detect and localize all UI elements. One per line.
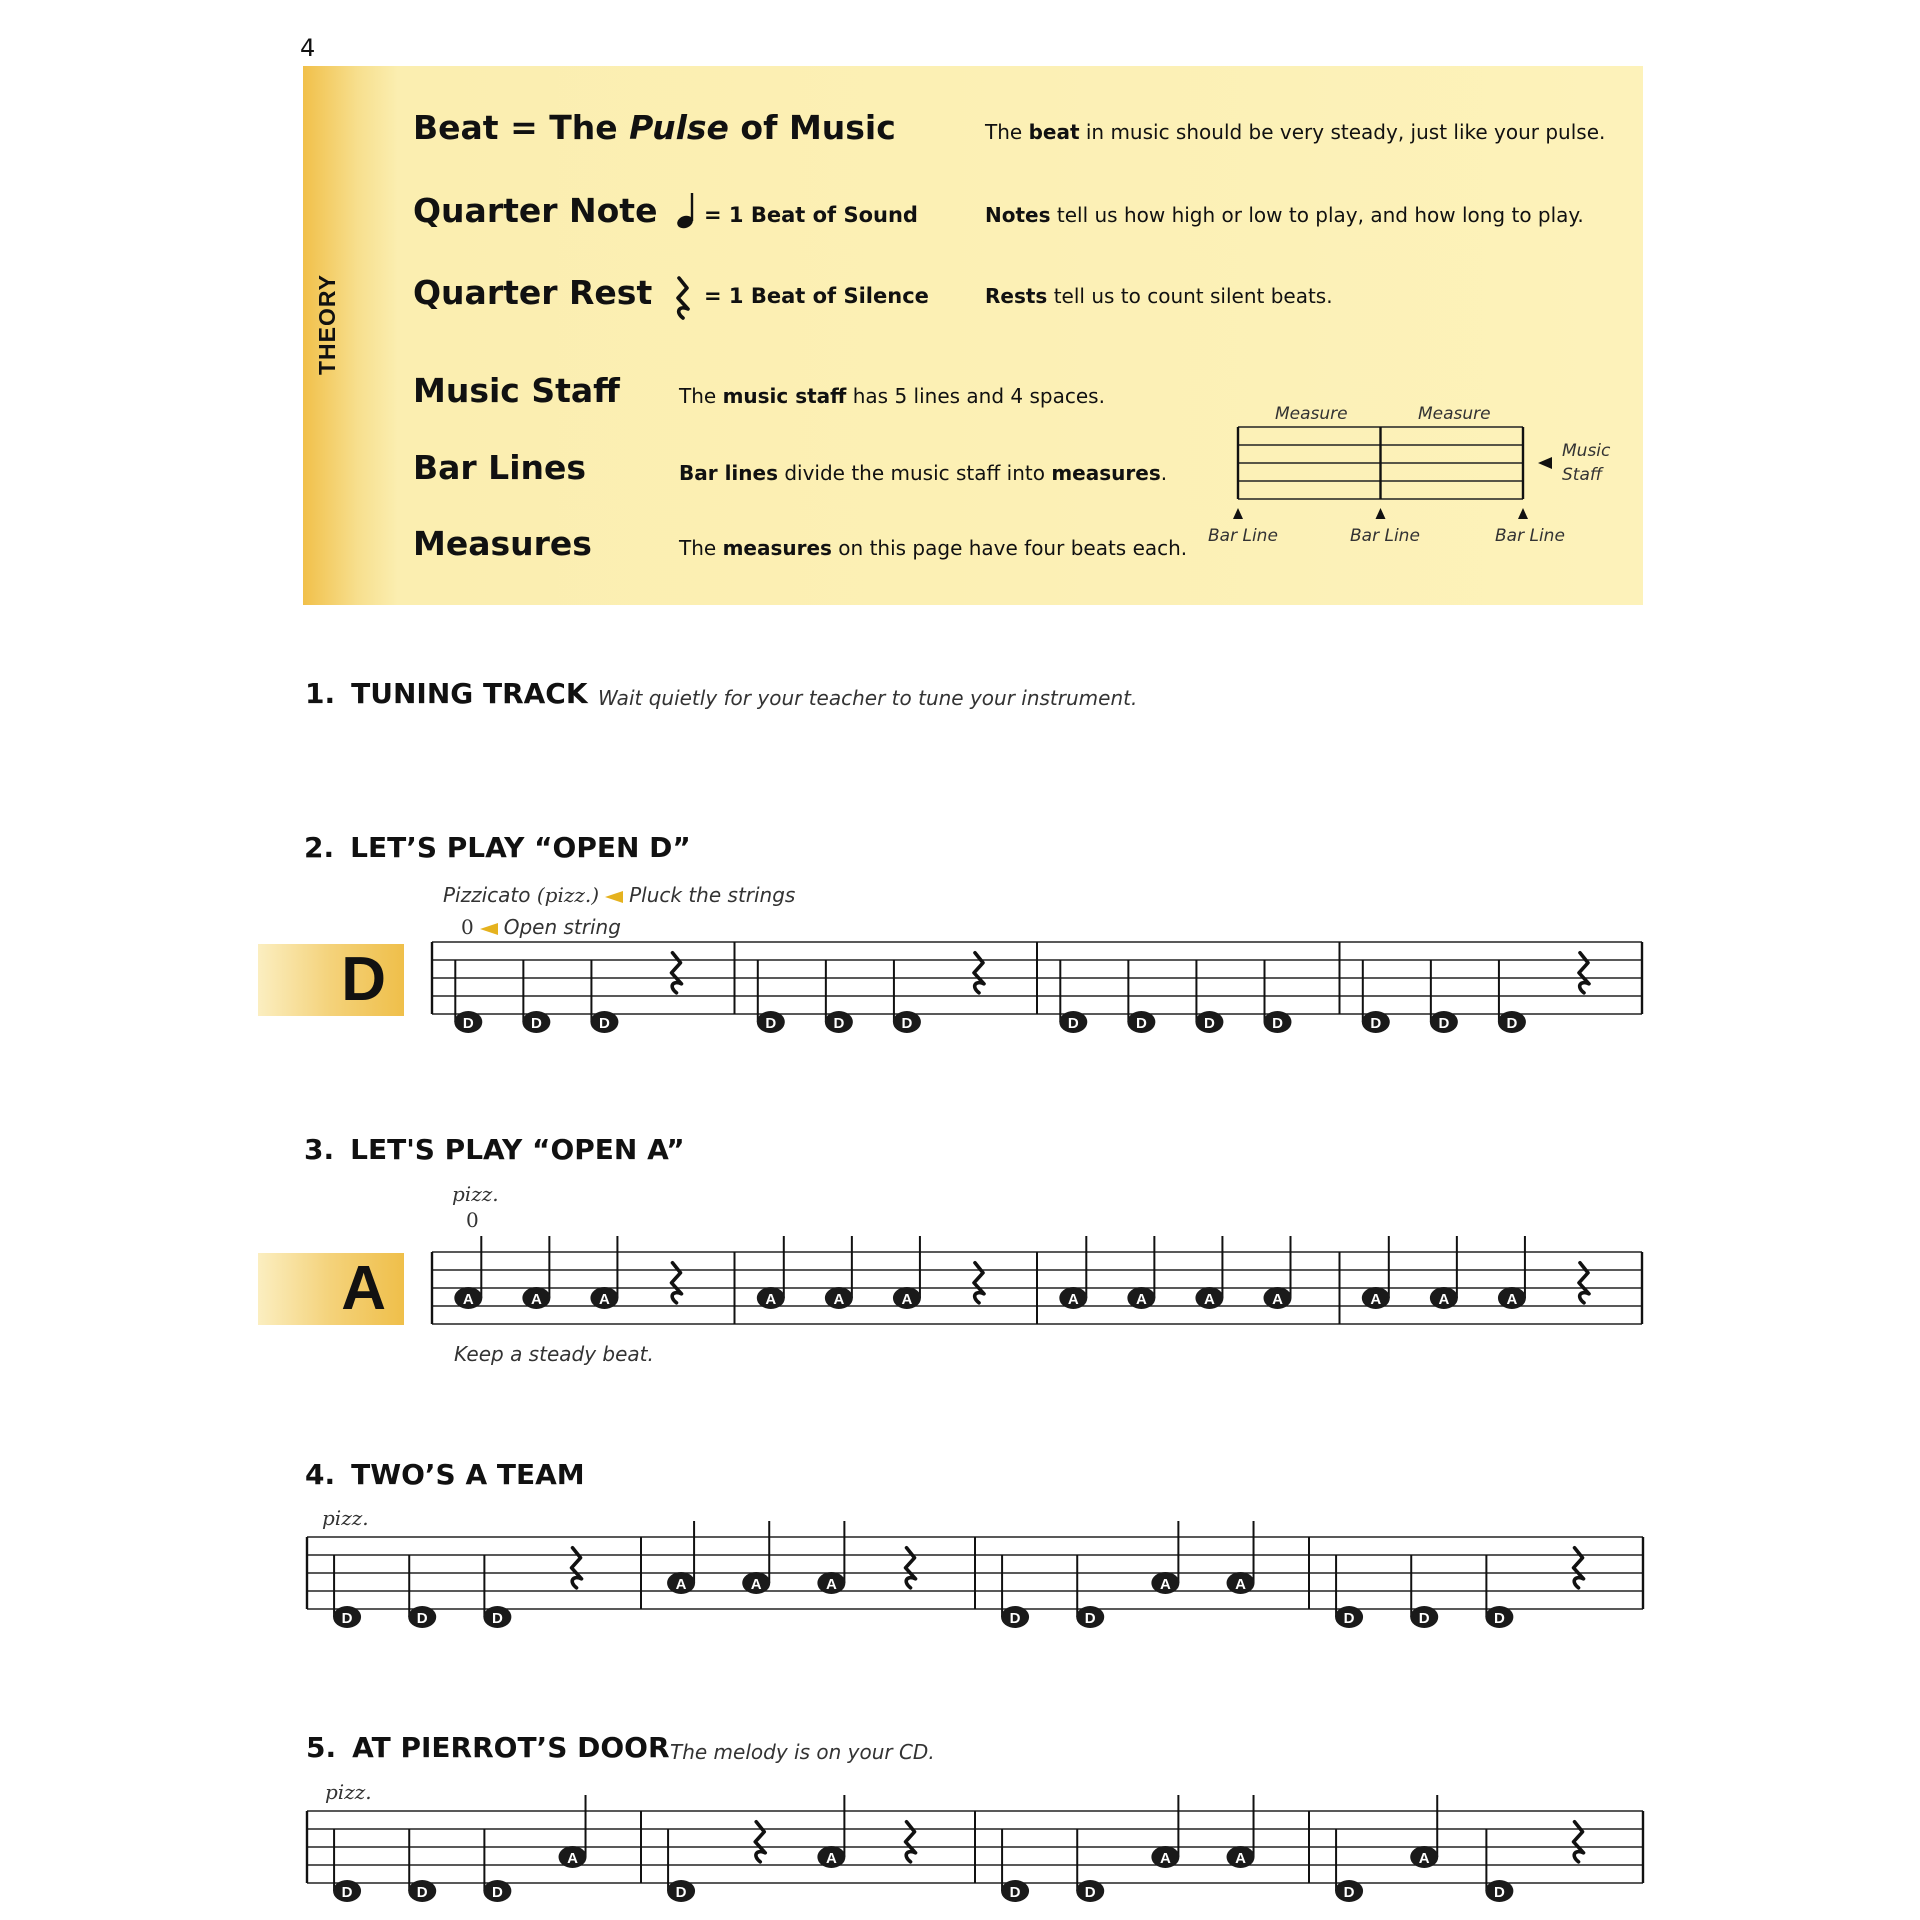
rest-stroke <box>974 1263 984 1303</box>
note-letter: D <box>1135 1015 1147 1032</box>
rest-stroke <box>1574 1822 1584 1862</box>
quarter-rest <box>974 953 984 993</box>
note-a <box>1227 1795 1255 1868</box>
note-letter: A <box>530 1291 542 1308</box>
note-letter: A <box>833 1291 845 1308</box>
note-letter: A <box>1272 1291 1283 1308</box>
note-letter: A <box>567 1850 578 1867</box>
exercise-title-text: TUNING TRACK <box>351 677 588 710</box>
beat-term-em: Pulse <box>629 108 729 147</box>
quarter-rest <box>1579 953 1589 993</box>
note-letter: A <box>901 1291 913 1308</box>
beat-desc-pre: The <box>985 120 1029 144</box>
diagram-bar-line-label: Bar Line <box>1495 526 1565 546</box>
measures-desc-pre: The <box>679 536 723 560</box>
diagram-measure-label: Measure <box>1418 404 1491 424</box>
note-a <box>757 1236 785 1309</box>
quarter-rest <box>572 1548 582 1588</box>
note-a <box>1430 1236 1458 1309</box>
note-letter: D <box>1204 1015 1215 1032</box>
note-letter: A <box>1506 1291 1518 1308</box>
exercise-number: 4. <box>305 1458 336 1491</box>
rest-stroke <box>755 1822 765 1862</box>
note-a <box>825 1236 853 1309</box>
rest-stroke <box>671 1263 681 1303</box>
pizz-marking: pizz. <box>325 1780 372 1804</box>
note-a <box>1227 1521 1255 1594</box>
diagram-music-label: Music <box>1562 441 1611 461</box>
string-letter: D <box>341 945 386 1014</box>
beat-desc-post: in music should be very steady, just like your pulse. <box>1079 120 1606 144</box>
note-letter: D <box>530 1015 542 1032</box>
note-a <box>817 1795 845 1868</box>
exercise-title-text: TWO’S A TEAM <box>351 1458 585 1491</box>
rest-stroke <box>906 1822 916 1862</box>
rest-stroke <box>1574 1548 1584 1588</box>
theory-label: THEORY <box>314 274 340 375</box>
note-letter: D <box>1438 1015 1450 1032</box>
bar-lines-desc-bold: Bar lines <box>679 461 778 485</box>
note-a <box>1151 1795 1179 1868</box>
note-letter: D <box>833 1015 845 1032</box>
quarter-rest-desc-bold: Rests <box>985 284 1048 308</box>
note-letter: A <box>1159 1576 1171 1593</box>
quarter-rest-eq: = 1 Beat of Silence <box>704 284 929 308</box>
note-letter: D <box>341 1884 353 1901</box>
note-letter: A <box>1135 1291 1147 1308</box>
diagram-bar-line-label: Bar Line <box>1350 526 1420 546</box>
quarter-note-desc-post: tell us how high or low to play, and how long to play. <box>1050 203 1584 227</box>
note-a <box>1151 1521 1179 1594</box>
exercise-1-subtitle: Wait quietly for your teacher to tune your instrument. <box>598 686 1138 710</box>
note-a <box>893 1236 921 1309</box>
note-letter: A <box>1370 1291 1382 1308</box>
note-a <box>1498 1236 1526 1309</box>
bar-lines-desc-bold2: measures <box>1051 461 1161 485</box>
note-letter: D <box>1343 1884 1355 1901</box>
note-a <box>742 1521 770 1594</box>
note-letter: D <box>1370 1015 1382 1032</box>
exercise-3-footer: Keep a steady beat. <box>454 1342 654 1366</box>
note-letter: A <box>750 1576 762 1593</box>
rest-stroke <box>1579 953 1589 993</box>
note-letter: A <box>765 1291 777 1308</box>
note-letter: D <box>341 1610 353 1627</box>
quarter-rest <box>671 953 681 993</box>
note-letter: D <box>599 1015 610 1032</box>
exercise-title-text: LET’S PLAY “OPEN D” <box>350 831 691 864</box>
note-a <box>1410 1795 1438 1868</box>
pizz-abbr: (pizz.) <box>536 883 600 907</box>
note-a <box>1263 1236 1291 1309</box>
bar-lines-desc-post: . <box>1160 461 1168 485</box>
quarter-rest <box>755 1822 765 1862</box>
rest-stroke <box>974 953 984 993</box>
note-letter: A <box>1235 1850 1246 1867</box>
note-letter: D <box>901 1015 913 1032</box>
note-a <box>590 1236 618 1309</box>
staff-arrow-icon <box>1538 457 1552 469</box>
string-letter: A <box>341 1254 386 1323</box>
rest-stroke <box>906 1548 916 1588</box>
quarter-note-icon <box>675 193 694 230</box>
rest-stroke <box>678 278 688 318</box>
diagram-bar-line-label: Bar Line <box>1208 526 1278 546</box>
exercise-number: 3. <box>304 1133 335 1166</box>
rest-stroke <box>1579 1263 1589 1303</box>
note-letter: D <box>1506 1015 1518 1032</box>
exercise-5-subtitle: The melody is on your CD. <box>670 1740 935 1764</box>
note-letter: A <box>599 1291 610 1308</box>
note-letter: D <box>1493 1884 1505 1901</box>
note-letter: A <box>1438 1291 1450 1308</box>
beat-term-post: of Music <box>728 108 896 147</box>
note-letter: A <box>1159 1850 1171 1867</box>
quarter-rest <box>1579 1263 1589 1303</box>
note-a <box>1127 1236 1155 1309</box>
note-letter: D <box>1493 1610 1505 1627</box>
note-letter: D <box>462 1015 474 1032</box>
quarter-note-eq: = 1 Beat of Sound <box>704 203 918 227</box>
music-staff-desc-pre: The <box>679 384 723 408</box>
pizz-marking: pizz. <box>452 1182 499 1206</box>
quarter-rest-desc-post: tell us to count silent beats. <box>1047 284 1333 308</box>
term-bar-lines: Bar Lines <box>413 448 587 487</box>
quarter-rest <box>1574 1548 1584 1588</box>
note-a <box>1195 1236 1223 1309</box>
note-letter: D <box>1067 1015 1079 1032</box>
quarter-rest <box>671 1263 681 1303</box>
note-letter: A <box>1204 1291 1215 1308</box>
note-letter: D <box>1084 1610 1096 1627</box>
exercise-number: 5. <box>306 1731 337 1764</box>
note-a <box>667 1521 695 1594</box>
quarter-rest <box>906 1548 916 1588</box>
bar-line-arrow-icon <box>1376 508 1386 519</box>
note-letter: A <box>1235 1576 1246 1593</box>
note-letter: D <box>491 1884 503 1901</box>
note-letter: D <box>765 1015 777 1032</box>
note-letter: A <box>1067 1291 1079 1308</box>
bar-lines-desc-mid: divide the music staff into <box>777 461 1052 485</box>
note-letter: A <box>1418 1850 1430 1867</box>
beat-desc-bold: beat <box>1028 120 1080 144</box>
note-a <box>1059 1236 1087 1309</box>
quarter-note-desc-bold: Notes <box>985 203 1051 227</box>
note-a <box>454 1236 482 1309</box>
open-text: Open string <box>503 915 621 939</box>
diagram-staff-label: Staff <box>1562 465 1603 485</box>
note-letter: D <box>1009 1610 1021 1627</box>
note-letter: D <box>1084 1884 1096 1901</box>
pizzicato-word: Pizzicato <box>443 883 531 907</box>
bar-line-arrow-icon <box>1518 508 1528 519</box>
exercise-title-text: LET'S PLAY “OPEN A” <box>350 1133 685 1166</box>
note-letter: D <box>491 1610 503 1627</box>
exercise-number: 2. <box>304 831 335 864</box>
measures-desc-bold: measures <box>722 536 832 560</box>
note-letter: A <box>825 1576 837 1593</box>
term-quarter-rest: Quarter Rest <box>413 273 653 312</box>
rest-stroke <box>572 1548 582 1588</box>
pizz-marking: pizz. <box>322 1506 369 1530</box>
bar-line-arrow-icon <box>1233 508 1243 519</box>
music-staff-desc-bold: music staff <box>722 384 847 408</box>
diagram-measure-label: Measure <box>1275 404 1348 424</box>
rest-stroke <box>671 953 681 993</box>
quarter-rest-icon <box>678 278 688 318</box>
note-a <box>559 1795 587 1868</box>
term-music-staff: Music Staff <box>413 371 620 410</box>
note-letter: D <box>1009 1884 1021 1901</box>
term-quarter-note: Quarter Note <box>413 191 658 230</box>
measures-desc-post: on this page have four beats each. <box>831 536 1188 560</box>
note-letter: D <box>1343 1610 1355 1627</box>
note-letter: A <box>675 1576 687 1593</box>
exercise-title-text: AT PIERROT’S DOOR <box>352 1731 670 1764</box>
pizz-text: Pluck the strings <box>629 883 796 907</box>
music-staff-desc-post: has 5 lines and 4 spaces. <box>846 384 1105 408</box>
quarter-rest <box>974 1263 984 1303</box>
note-a <box>522 1236 550 1309</box>
note-letter: D <box>675 1884 687 1901</box>
note-a <box>1362 1236 1390 1309</box>
term-measures: Measures <box>413 524 592 563</box>
note-letter: D <box>1272 1015 1283 1032</box>
beat-term-pre: Beat = The <box>413 108 630 147</box>
fingering-zero: 0 <box>466 1208 479 1232</box>
note-letter: D <box>416 1884 428 1901</box>
quarter-rest <box>1574 1822 1584 1862</box>
exercise-number: 1. <box>305 677 336 710</box>
note-a <box>817 1521 845 1594</box>
quarter-rest <box>906 1822 916 1862</box>
note-letter: A <box>462 1291 474 1308</box>
fingering-zero: 0 <box>461 915 474 939</box>
note-letter: D <box>416 1610 428 1627</box>
page-number: 4 <box>300 34 316 62</box>
note-letter: D <box>1418 1610 1430 1627</box>
note-letter: A <box>825 1850 837 1867</box>
